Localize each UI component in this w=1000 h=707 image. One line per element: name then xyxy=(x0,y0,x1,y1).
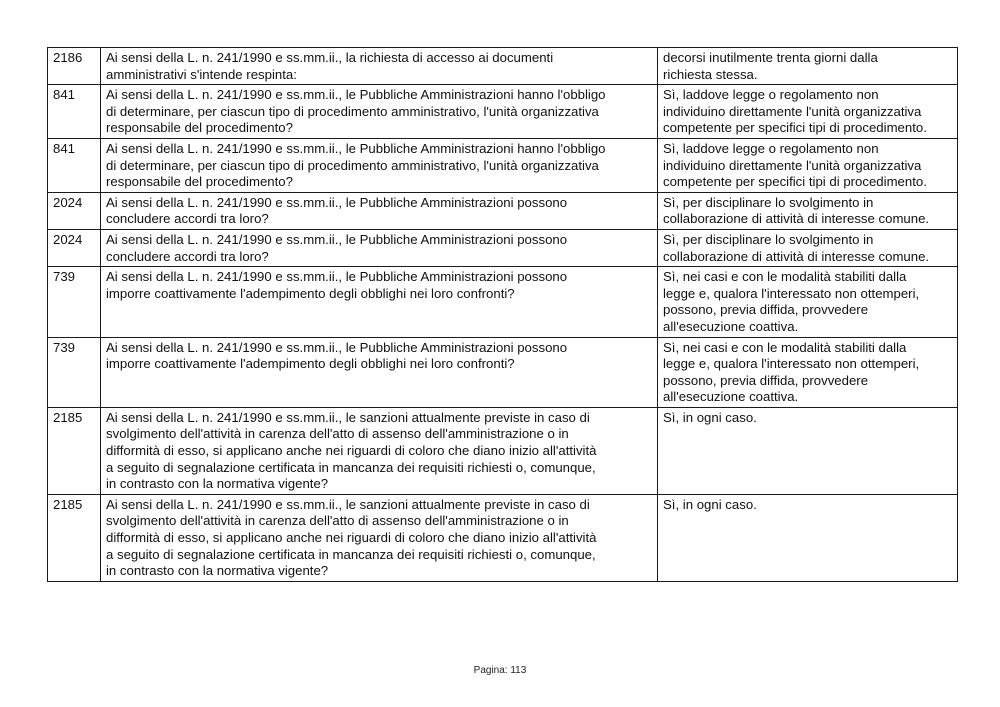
table-row xyxy=(48,85,958,139)
question-id: 2186 xyxy=(48,48,101,85)
question-id: 841 xyxy=(48,138,101,192)
table-row xyxy=(48,229,958,266)
answer-text: decorsi inutilmente trenta giorni dalla richiesta stessa. xyxy=(658,48,958,85)
table-row xyxy=(48,337,958,407)
answer-text: Sì, laddove legge o regolamento non individuino direttamente l'unità organizzativa competente per specifici tipi di procedimento. xyxy=(658,85,958,139)
question-id: 2185 xyxy=(48,494,101,581)
question-id: 739 xyxy=(48,337,101,407)
answer-text: Sì, nei casi e con le modalità stabiliti dalla legge e, qualora l'interessato non ottemperi, possono, previa diffida, provvedere all'esecuzione coattiva. xyxy=(658,337,958,407)
question-text: Ai sensi della L. n. 241/1990 e ss.mm.ii., la richiesta di accesso ai documenti amministrativi s'intende respinta: xyxy=(101,48,658,85)
question-text: Ai sensi della L. n. 241/1990 e ss.mm.ii., le Pubbliche Amministrazioni possono imporre coattivamente l'adempimento degli obblighi nei loro confronti? xyxy=(101,337,658,407)
questions-table xyxy=(47,47,958,582)
question-id: 841 xyxy=(48,85,101,139)
answer-text: Sì, in ogni caso. xyxy=(658,494,958,581)
table-row xyxy=(48,48,958,85)
table-row xyxy=(48,494,958,581)
table-row xyxy=(48,192,958,229)
answer-text: Sì, nei casi e con le modalità stabiliti dalla legge e, qualora l'interessato non ottemperi, possono, previa diffida, provvedere all'esecuzione coattiva. xyxy=(658,267,958,337)
question-text: Ai sensi della L. n. 241/1990 e ss.mm.ii., le Pubbliche Amministrazioni possono concludere accordi tra loro? xyxy=(101,229,658,266)
answer-text: Sì, laddove legge o regolamento non individuino direttamente l'unità organizzativa competente per specifici tipi di procedimento. xyxy=(658,138,958,192)
answer-text: Sì, in ogni caso. xyxy=(658,407,958,494)
page-number: Pagina: 113 xyxy=(473,665,527,676)
question-text: Ai sensi della L. n. 241/1990 e ss.mm.ii., le Pubbliche Amministrazioni possono concludere accordi tra loro? xyxy=(101,192,658,229)
question-text: Ai sensi della L. n. 241/1990 e ss.mm.ii., le sanzioni attualmente previste in caso di svolgimento dell'attività in carenza dell'atto di assenso dell'amministrazione o in difformità di esso, si applicano anche nei riguardi di coloro che diano inizio all'attività a seguito di segnalazione certificata in mancanza dei requisiti richiesti o, comunque, in contrasto con la normativa vigente? xyxy=(101,494,658,581)
table-row xyxy=(48,267,958,337)
answer-text: Sì, per disciplinare lo svolgimento in collaborazione di attività di interesse comune. xyxy=(658,192,958,229)
question-id: 2024 xyxy=(48,229,101,266)
answer-text: Sì, per disciplinare lo svolgimento in collaborazione di attività di interesse comune. xyxy=(658,229,958,266)
question-text: Ai sensi della L. n. 241/1990 e ss.mm.ii., le Pubbliche Amministrazioni possono imporre coattivamente l'adempimento degli obblighi nei loro confronti? xyxy=(101,267,658,337)
question-id: 739 xyxy=(48,267,101,337)
question-text: Ai sensi della L. n. 241/1990 e ss.mm.ii., le Pubbliche Amministrazioni hanno l'obbligo di determinare, per ciascun tipo di procedimento amministrativo, l'unità organizzativa responsabile del procedimento? xyxy=(101,138,658,192)
question-text: Ai sensi della L. n. 241/1990 e ss.mm.ii., le Pubbliche Amministrazioni hanno l'obbligo di determinare, per ciascun tipo di procedimento amministrativo, l'unità organizzativa responsabile del procedimento? xyxy=(101,85,658,139)
table-row xyxy=(48,407,958,494)
question-id: 2024 xyxy=(48,192,101,229)
table-row xyxy=(48,138,958,192)
question-id: 2185 xyxy=(48,407,101,494)
question-text: Ai sensi della L. n. 241/1990 e ss.mm.ii., le sanzioni attualmente previste in caso di svolgimento dell'attività in carenza dell'atto di assenso dell'amministrazione o in difformità di esso, si applicano anche nei riguardi di coloro che diano inizio all'attività a seguito di segnalazione certificata in mancanza dei requisiti richiesti o, comunque, in contrasto con la normativa vigente? xyxy=(101,407,658,494)
